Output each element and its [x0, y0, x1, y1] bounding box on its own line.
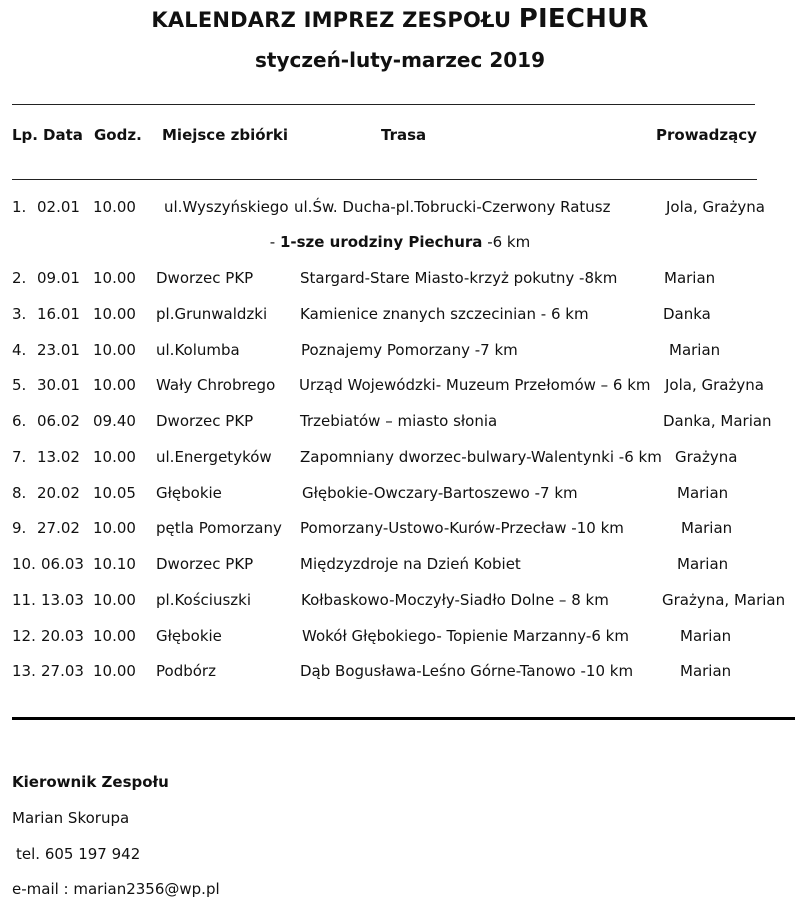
cell-place: Dworzec PKP — [156, 555, 254, 573]
cell-route: Dąb Bogusława-Leśno Górne-Tanowo -10 km — [300, 662, 634, 680]
cell-num: 3. — [12, 305, 27, 323]
cell-date: 13.03 — [41, 591, 84, 609]
cell-num: 11. — [12, 591, 36, 609]
cell-route: Kamienice znanych szczecinian - 6 km — [300, 305, 589, 323]
col-header-date: Data — [43, 126, 83, 144]
table-row — [0, 484, 800, 506]
cell-date: 20.03 — [41, 627, 84, 645]
cell-date: 06.02 — [37, 412, 80, 430]
cell-date: 02.01 — [37, 198, 80, 216]
cell-num: 8. — [12, 484, 27, 502]
cell-place: Podbórz — [156, 662, 216, 680]
table-row — [0, 519, 800, 541]
table-row — [0, 448, 800, 470]
cell-leader: Marian — [680, 662, 732, 680]
note-suffix: -6 km — [487, 233, 531, 251]
cell-date: 09.01 — [37, 269, 80, 287]
footer-name: Marian Skorupa — [12, 809, 130, 827]
table-row — [0, 662, 800, 684]
cell-place: pl.Grunwaldzki — [156, 305, 268, 323]
cell-route: Głębokie-Owczary-Bartoszewo -7 km — [302, 484, 578, 502]
cell-route: Wokół Głębokiego- Topienie Marzanny-6 km — [302, 627, 629, 645]
cell-time: 10.00 — [93, 591, 136, 609]
title-name: PIECHUR — [518, 4, 649, 34]
cell-leader: Danka, Marian — [663, 412, 772, 430]
cell-date: 06.03 — [41, 555, 84, 573]
cell-leader: Grażyna, Marian — [662, 591, 786, 609]
col-header-leader: Prowadzący — [656, 126, 757, 144]
cell-place: pl.Kościuszki — [156, 591, 252, 609]
title-prefix: KALENDARZ IMPREZ ZESPOŁU — [151, 8, 512, 32]
cell-place: Głębokie — [156, 484, 222, 502]
cell-leader: Jola, Grażyna — [666, 198, 765, 216]
cell-date: 23.01 — [37, 341, 80, 359]
cell-time: 10.00 — [93, 269, 136, 287]
cell-route: Międzyzdroje na Dzień Kobiet — [300, 555, 521, 573]
cell-num: 12. — [12, 627, 36, 645]
cell-time: 10.00 — [93, 519, 136, 537]
cell-leader: Marian — [664, 269, 716, 287]
note-dash: - — [269, 233, 276, 251]
cell-num: 4. — [12, 341, 27, 359]
cell-num: 1. — [12, 198, 27, 216]
cell-place: Wały Chrobrego — [156, 376, 276, 394]
cell-place: Dworzec PKP — [156, 269, 254, 287]
cell-leader: Grażyna — [675, 448, 738, 466]
cell-num: 6. — [12, 412, 27, 430]
cell-route: Poznajemy Pomorzany -7 km — [301, 341, 518, 359]
table-row — [0, 269, 800, 291]
cell-route: Kołbaskowo-Moczyły-Siadło Dolne – 8 km — [301, 591, 609, 609]
cell-leader: Marian — [681, 519, 733, 537]
footer-phone: tel. 605 197 942 — [16, 845, 141, 863]
cell-num: 7. — [12, 448, 27, 466]
cell-leader: Marian — [677, 484, 729, 502]
cell-date: 27.02 — [37, 519, 80, 537]
table-row — [0, 305, 800, 327]
cell-time: 10.00 — [93, 627, 136, 645]
cell-place: ul.Kolumba — [156, 341, 240, 359]
cell-time: 10.00 — [93, 305, 136, 323]
col-header-time: Godz. — [94, 126, 142, 144]
cell-num: 5. — [12, 376, 27, 394]
footer-email: e-mail : marian2356@wp.pl — [12, 880, 220, 898]
cell-num: 10. — [12, 555, 36, 573]
table-row — [0, 376, 800, 398]
table-row — [0, 591, 800, 613]
cell-time: 10.10 — [93, 555, 136, 573]
cell-route: Urząd Wojewódzki- Muzeum Przełomów – 6 km — [299, 376, 651, 394]
cell-time: 10.00 — [93, 662, 136, 680]
cell-place: Głębokie — [156, 627, 222, 645]
cell-time: 09.40 — [93, 412, 136, 430]
cell-time: 10.05 — [93, 484, 136, 502]
cell-date: 16.01 — [37, 305, 80, 323]
cell-time: 10.00 — [93, 198, 136, 216]
table-row — [0, 555, 800, 577]
cell-route: Trzebiatów – miasto słonia — [300, 412, 498, 430]
col-header-route: Trasa — [381, 126, 427, 144]
cell-route: ul.Św. Ducha-pl.Tobrucki-Czerwony Ratusz — [294, 198, 611, 216]
cell-time: 10.00 — [93, 448, 136, 466]
cell-place: ul.Wyszyńskiego — [164, 198, 289, 216]
cell-leader: Marian — [680, 627, 732, 645]
document-subtitle: styczeń-luty-marzec 2019 — [255, 48, 545, 72]
cell-date: 27.03 — [41, 662, 84, 680]
cell-place: Dworzec PKP — [156, 412, 254, 430]
cell-leader: Jola, Grażyna — [665, 376, 764, 394]
cell-date: 20.02 — [37, 484, 80, 502]
cell-route: Stargard-Stare Miasto-krzyż pokutny -8km — [300, 269, 618, 287]
cell-leader: Marian — [669, 341, 721, 359]
cell-num: 2. — [12, 269, 27, 287]
col-header-place: Miejsce zbiórki — [162, 126, 289, 144]
table-row — [0, 412, 800, 434]
cell-place: pętla Pomorzany — [156, 519, 282, 537]
note-text: 1-sze urodziny Piechura — [279, 233, 483, 251]
cell-place: ul.Energetyków — [156, 448, 272, 466]
cell-date: 30.01 — [37, 376, 80, 394]
table-row — [0, 627, 800, 649]
cell-num: 13. — [12, 662, 36, 680]
table-end-rule — [12, 717, 795, 720]
cell-route: Zapomniany dworzec-bulwary-Walentynki -6 km — [300, 448, 662, 466]
cell-date: 13.02 — [37, 448, 80, 466]
cell-num: 9. — [12, 519, 27, 537]
cell-time: 10.00 — [93, 341, 136, 359]
cell-leader: Marian — [677, 555, 729, 573]
col-header-lp: Lp. — [12, 126, 38, 144]
cell-time: 10.00 — [93, 376, 136, 394]
anniversary-note — [0, 233, 800, 251]
footer-role: Kierownik Zespołu — [12, 773, 169, 791]
table-row — [0, 198, 800, 220]
cell-route: Pomorzany-Ustowo-Kurów-Przecław -10 km — [300, 519, 624, 537]
cell-leader: Danka — [663, 305, 711, 323]
table-row — [0, 341, 800, 363]
